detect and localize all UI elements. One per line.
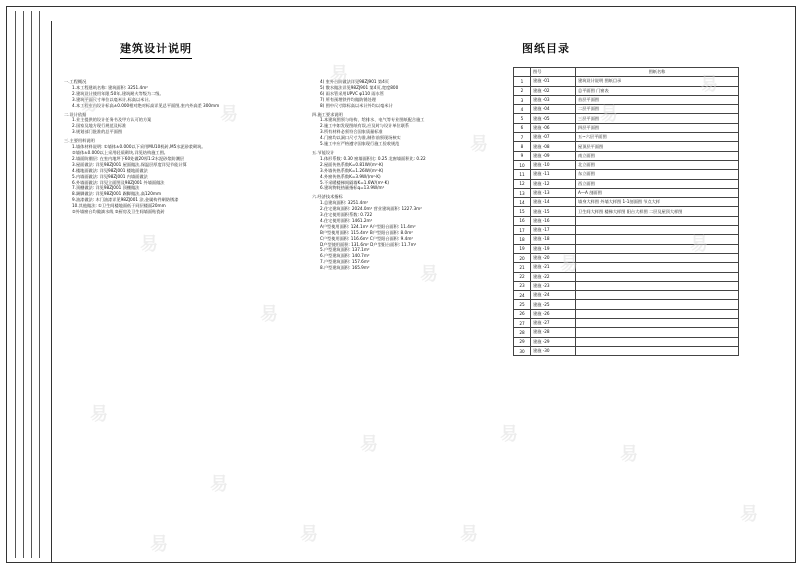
- table-row: [514, 346, 739, 355]
- row-number-cell: 29: [514, 337, 531, 346]
- watermark-glyph: 易: [80, 94, 98, 115]
- notes-section: [312, 112, 498, 147]
- row-number-cell: 19: [514, 244, 531, 253]
- drawing-code-cell: 建施 -20: [531, 253, 576, 262]
- watermark-glyph: 易: [220, 104, 238, 125]
- drawing-name-cell: [576, 244, 739, 253]
- row-number-cell: 28: [514, 328, 531, 337]
- header-cell: [514, 68, 531, 77]
- row-number-cell: 21: [514, 263, 531, 272]
- table-row: [514, 123, 739, 132]
- drawing-list-table: [513, 67, 739, 356]
- watermark-glyph: 易: [260, 304, 278, 325]
- note-line: 2.国家及地方现行规范及标准: [72, 123, 127, 129]
- note-line: 2.施工中如发现图纸有误,应及时与设计单位联系: [320, 123, 410, 129]
- note-line: 1.本建筑图须与结构、给排水、电气等专业图纸配合施工: [320, 117, 425, 123]
- row-number-cell: 8: [514, 142, 531, 151]
- drawing-code-cell: 建施 -13: [531, 188, 576, 197]
- notes-section: [312, 79, 498, 109]
- note-line: 4.住宅使用面积: 1461.2m²: [320, 217, 373, 223]
- drawing-code-cell: 建施 -10: [531, 160, 576, 169]
- drawing-name-cell: [576, 346, 739, 355]
- row-number-cell: 4: [514, 105, 531, 114]
- table-row: [514, 114, 739, 123]
- drawing-list-title: 图纸目录: [522, 42, 570, 55]
- watermark-glyph: 易: [690, 234, 708, 255]
- table-row: [514, 179, 739, 188]
- drawing-name-cell: 四层平面图: [576, 123, 739, 132]
- note-line: 1.总建筑面积: 3251.4m²: [320, 200, 369, 206]
- table-row: [514, 319, 739, 328]
- note-line: 2.住宅建筑面积: 2024.0m² 营业建筑面积: 1227.3m²: [320, 206, 422, 212]
- drawing-name-cell: 东立面图: [576, 170, 739, 179]
- header-cell: 图纸名称: [576, 68, 739, 77]
- note-line: C户型使用面积: 116.6m² C户型阳台面积: 9.4m²: [320, 235, 414, 241]
- section-heading: 四.施工要求说明: [312, 111, 343, 117]
- drawing-code-cell: 建施 -07: [531, 133, 576, 142]
- table-row: [514, 133, 739, 142]
- drawing-name-cell: [576, 319, 739, 328]
- drawing-name-cell: 卫生间大样图 楼梯大样图 阳台大样图 二层及屋顶大样图: [576, 207, 739, 216]
- watermark-glyph: 易: [140, 234, 158, 255]
- table-row: [514, 160, 739, 169]
- drawing-name-cell: 总平面图 门窗表: [576, 86, 739, 95]
- watermark-glyph: 易: [300, 524, 318, 545]
- note-line: 4.本工程室内设计标高±0.000相对绝对标高详见总平面图,室内外高差 300mm: [72, 102, 220, 108]
- table-row: [514, 328, 739, 337]
- notes-section: [312, 194, 498, 271]
- watermark-glyph: 易: [90, 404, 108, 425]
- note-line: 8.踢脚做法: 详见98ZJ001 踢脚做法,高120mm: [72, 191, 162, 197]
- drawing-name-cell: [576, 226, 739, 235]
- row-number-cell: 30: [514, 346, 531, 355]
- drawing-code-cell: 建施 -21: [531, 263, 576, 272]
- notes-section: [64, 79, 300, 109]
- row-number-cell: 15: [514, 207, 531, 216]
- table-row: [514, 142, 739, 151]
- table-row: [514, 207, 739, 216]
- drawing-code-cell: 建施 -16: [531, 216, 576, 225]
- note-line: 3.屋面做法: 详见98ZJ001 屋面做法,保温层厚度详见节能计算: [72, 161, 187, 167]
- note-line: B户型使用面积: 115.4m² B户型阳台面积: 8.0m²: [320, 229, 413, 235]
- drawing-name-cell: [576, 328, 739, 337]
- note-line: 5.内墙面做法: 详见98ZJ001 内墙面做法: [72, 173, 148, 179]
- row-number-cell: 12: [514, 179, 531, 188]
- row-number-cell: 25: [514, 300, 531, 309]
- drawing-code-cell: 建施 -14: [531, 198, 576, 207]
- drawing-code-cell: 建施 -09: [531, 151, 576, 160]
- watermark-glyph: 易: [210, 474, 228, 495]
- drawing-name-cell: 西立面图: [576, 179, 739, 188]
- table-row: [514, 151, 739, 160]
- table-row: [514, 95, 739, 104]
- table-row: [514, 337, 739, 346]
- note-line: ②墙体±0.000以上采用轻质砌块,详见结构施工图。: [72, 149, 168, 155]
- drawing-name-cell: 南立面图: [576, 151, 739, 160]
- drawing-name-cell: [576, 291, 739, 300]
- drawing-code-cell: 建施 -22: [531, 272, 576, 281]
- drawing-code-cell: 建施 -25: [531, 300, 576, 309]
- table-row: [514, 86, 739, 95]
- row-number-cell: 5: [514, 114, 531, 123]
- row-number-cell: 11: [514, 170, 531, 179]
- note-line: 7.顶棚做法: 详见98ZJ001 顶棚做法: [72, 185, 140, 191]
- table-row: [514, 272, 739, 281]
- watermark-glyph: 易: [700, 74, 718, 95]
- section-heading: 五.节能设计: [312, 149, 335, 155]
- note-line: 3.所有材料必须符合国家质量标准: [320, 129, 383, 135]
- section-heading: 一.工程概况: [64, 79, 87, 84]
- drawing-code-cell: 建施 -04: [531, 105, 576, 114]
- note-line: 10.其他做法: ①卫生间楼地面低于同层楼面20mm: [72, 203, 166, 209]
- note-line: 3.住宅使用面积系数: 0.722: [320, 212, 373, 218]
- drawing-name-cell: [576, 337, 739, 346]
- drawing-name-cell: [576, 309, 739, 318]
- row-number-cell: 13: [514, 188, 531, 197]
- drawing-name-cell: 建筑设计说明 图纸目录: [576, 77, 739, 86]
- note-line: 5) 散水做法详见98ZJ901 第4页,宽度800: [320, 84, 399, 90]
- row-number-cell: 2: [514, 86, 531, 95]
- watermark-glyph: 易: [150, 534, 168, 555]
- notes-section: [312, 150, 498, 191]
- table-row: [514, 198, 739, 207]
- table-row: [514, 244, 739, 253]
- drawing-name-cell: 北立面图: [576, 160, 739, 169]
- row-number-cell: 23: [514, 281, 531, 290]
- note-line: 2.建筑设计使用年限:50年,建筑耐火等级为二级。: [72, 90, 164, 96]
- section-heading: 二.设计依据: [64, 111, 87, 117]
- row-number-cell: 9: [514, 151, 531, 160]
- drawing-code-cell: 建施 -18: [531, 235, 576, 244]
- drawing-name-cell: 五~六层平面图: [576, 133, 739, 142]
- drawing-name-cell: [576, 216, 739, 225]
- drawing-code-cell: 建施 -01: [531, 77, 576, 86]
- table-row: [514, 188, 739, 197]
- watermark-glyph: 易: [470, 134, 488, 155]
- drawing-code-cell: 建施 -15: [531, 207, 576, 216]
- drawing-name-cell: [576, 300, 739, 309]
- drawing-code-cell: 建施 -27: [531, 319, 576, 328]
- note-line: 8) 图中尺寸除标高以米计外均以毫米计: [320, 102, 393, 108]
- row-number-cell: 20: [514, 253, 531, 262]
- row-number-cell: 7: [514, 133, 531, 142]
- drawing-code-cell: 建施 -03: [531, 95, 576, 104]
- table-row: [514, 216, 739, 225]
- watermark-glyph: 易: [460, 524, 478, 545]
- row-number-cell: 3: [514, 95, 531, 104]
- row-number-cell: 1: [514, 77, 531, 86]
- design-notes-column-left: [64, 76, 300, 215]
- row-number-cell: 24: [514, 291, 531, 300]
- section-heading: 六.经济技术指标: [312, 194, 343, 200]
- note-line: 5.施工中应严格遵守国家现行施工验收规范: [320, 141, 400, 147]
- note-line: 2.屋面传热系数K=0.81W/(m²·K): [320, 161, 384, 167]
- drawing-name-cell: 墙身大样图 外墙大样图 1-1剖面图 节点大样: [576, 198, 739, 207]
- drawing-code-cell: 建施 -11: [531, 170, 576, 179]
- table-row: [514, 300, 739, 309]
- drawing-name-cell: [576, 263, 739, 272]
- drawing-code-cell: 建施 -17: [531, 226, 576, 235]
- table-row: [514, 170, 739, 179]
- note-line: 6.外墙面做法: 详见立面图及98ZJ001 外墙面做法: [72, 179, 165, 185]
- header-cell: 图号: [531, 68, 576, 77]
- drawing-code-cell: 建施 -19: [531, 244, 576, 253]
- note-line: 1.业主提供的设计任务书及甲方认可的方案: [72, 117, 152, 123]
- note-line: 6.建筑物耗热量指标q=13.9W/m²: [320, 185, 385, 191]
- drawing-code-cell: 建施 -02: [531, 86, 576, 95]
- note-line: D户型使用面积: 131.6m² D户型阳台面积: 11.7m²: [320, 241, 417, 247]
- table-row: [514, 77, 739, 86]
- drawing-name-cell: [576, 281, 739, 290]
- drawing-code-cell: 建施 -05: [531, 114, 576, 123]
- section-heading: 三.主要用料说明: [64, 138, 95, 144]
- note-line: 7) 所有预埋铁件均做防锈处理: [320, 96, 376, 102]
- note-line: 4) 室外台阶做法详见98ZJ901 第4页: [320, 79, 389, 84]
- note-line: 1.本工程建筑名称: 建筑面积: 3251.4m²: [72, 84, 148, 90]
- drawing-code-cell: 建施 -23: [531, 281, 576, 290]
- note-line: 3.外墙传热系数K=1.26W/(m²·K): [320, 167, 384, 173]
- drawing-name-cell: 三层平面图: [576, 114, 739, 123]
- drawing-code-cell: 建施 -28: [531, 328, 576, 337]
- watermark-glyph: 易: [600, 104, 618, 125]
- drawing-name-cell: [576, 235, 739, 244]
- row-number-cell: 22: [514, 272, 531, 281]
- table-row: [514, 235, 739, 244]
- note-line: 4.楼地面做法: 详见98ZJ001 楼地面做法: [72, 167, 148, 173]
- row-number-cell: 18: [514, 235, 531, 244]
- row-number-cell: 6: [514, 123, 531, 132]
- table-row: [514, 263, 739, 272]
- note-line: 1.体形系数: 0.30 窗墙面积比: 0.25 北窗墙面积比: 0.22: [320, 155, 426, 161]
- drawing-code-cell: 建施 -06: [531, 123, 576, 132]
- note-line: 5.户型建筑面积: 137.1m²: [320, 247, 370, 253]
- notes-section: [64, 138, 300, 215]
- watermark-glyph: 易: [420, 264, 438, 285]
- table-row: [514, 291, 739, 300]
- drawing-name-cell: [576, 272, 739, 281]
- drawing-name-cell: 二层平面图: [576, 105, 739, 114]
- table-header-row: [514, 68, 739, 77]
- watermark-glyph: 易: [330, 64, 348, 85]
- watermark-glyph: 易: [560, 254, 578, 275]
- drawing-name-cell: A—A 剖面图: [576, 188, 739, 197]
- note-line: 8.户型建筑面积: 165.9m²: [320, 265, 370, 271]
- row-number-cell: 27: [514, 319, 531, 328]
- note-line: 4.外窗传热系数K=3.9W/(m²·K): [320, 173, 381, 179]
- note-line: 6.户型建筑面积: 140.7m²: [320, 253, 370, 259]
- table-row: [514, 253, 739, 262]
- note-line: 3.规划部门批准的总平面图: [72, 129, 123, 135]
- table-row: [514, 226, 739, 235]
- drawing-code-cell: 建施 -30: [531, 346, 576, 355]
- row-number-cell: 10: [514, 160, 531, 169]
- row-number-cell: 17: [514, 226, 531, 235]
- design-notes-column-right: [312, 76, 498, 271]
- note-line: A户型使用面积: 124.1m² A户型阳台面积: 11.4m²: [320, 223, 416, 229]
- row-number-cell: 16: [514, 216, 531, 225]
- note-line: 6) 雨水管采用UPVC φ110 雨水管: [320, 90, 384, 96]
- note-line: 4.门窗均以洞口尺寸为准,制作前须现场核实: [320, 135, 401, 141]
- table-row: [514, 281, 739, 290]
- watermark-glyph: 易: [620, 444, 638, 465]
- note-line: ②外墙窗台均做滴水线 ③厨房及卫生间墙面贴瓷砖: [72, 209, 165, 215]
- design-notes-title: 建筑设计说明: [120, 40, 192, 59]
- note-line: 7.户型建筑面积: 157.6m²: [320, 259, 370, 265]
- drawing-code-cell: 建施 -26: [531, 309, 576, 318]
- row-number-cell: 14: [514, 198, 531, 207]
- note-line: 3.建筑平面尺寸单位以毫米计,标高以米计。: [72, 96, 153, 102]
- note-line: 2.墙面防潮层: 在室内地坪下60处做20厚1:2水泥砂浆防潮层: [72, 155, 185, 161]
- watermark-glyph: 易: [740, 504, 758, 525]
- note-line: 1.墙体材料说明: ①墙体±0.000以下采用MU10机砖,M5水泥砂浆砌筑。: [72, 144, 206, 150]
- notes-section: [64, 112, 300, 136]
- row-number-cell: 26: [514, 309, 531, 318]
- table-row: [514, 105, 739, 114]
- drawing-code-cell: 建施 -08: [531, 142, 576, 151]
- drawing-name-cell: 屋顶层平面图: [576, 142, 739, 151]
- note-line: 5.不采暖楼梯间隔墙K=1.6W/(m²·K): [320, 179, 390, 185]
- table-row: [514, 309, 739, 318]
- drawing-code-cell: 建施 -29: [531, 337, 576, 346]
- watermark-glyph: 易: [360, 434, 378, 455]
- watermark-glyph: 易: [500, 424, 518, 445]
- title-block-stub: [7, 7, 51, 562]
- drawing-name-cell: 首层平面图: [576, 95, 739, 104]
- drawing-name-cell: [576, 253, 739, 262]
- drawing-code-cell: 建施 -12: [531, 179, 576, 188]
- note-line: 9.油漆做法: 木门油漆详见98ZJ001 涂,金属构件刷防锈漆: [72, 197, 179, 203]
- drawing-code-cell: 建施 -24: [531, 291, 576, 300]
